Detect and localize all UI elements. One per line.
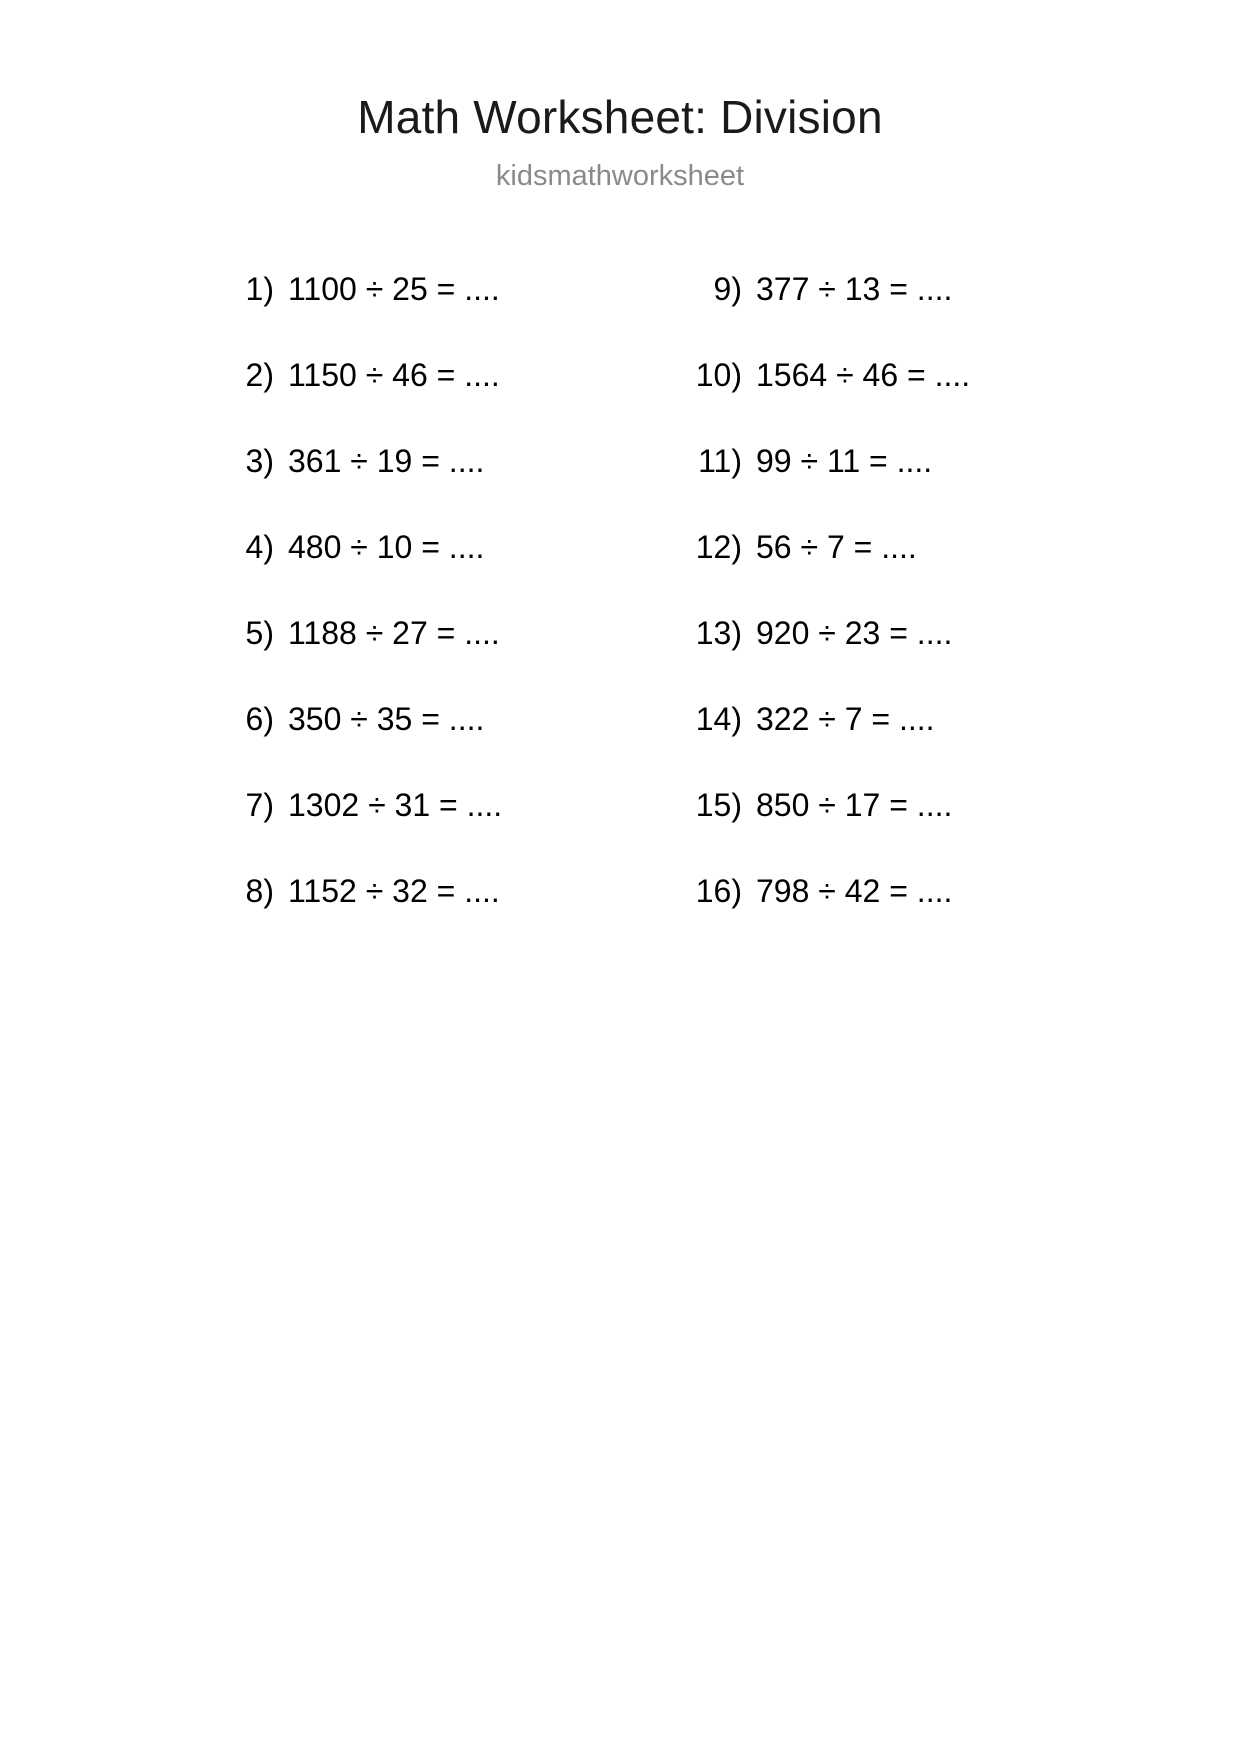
problem-number: 8) <box>245 873 274 909</box>
problem-expression: 1564 ÷ 46 = .... <box>756 357 971 393</box>
problem-number: 10) <box>695 357 742 393</box>
problem-expression: 99 ÷ 11 = .... <box>756 443 933 479</box>
problem-number: 11) <box>698 443 742 479</box>
problem-column-right <box>620 273 1050 961</box>
problem-expression: 1100 ÷ 25 = .... <box>288 271 500 307</box>
problem-item <box>686 445 1050 531</box>
problem-expression: 361 ÷ 19 = .... <box>288 443 485 479</box>
problem-item <box>218 445 620 531</box>
problem-item <box>686 359 1050 445</box>
problem-expression: 1188 ÷ 27 = .... <box>288 615 500 651</box>
problem-number: 15) <box>695 787 742 823</box>
problem-item <box>218 789 620 875</box>
page-subtitle: kidsmathworksheet <box>495 160 745 192</box>
problem-number: 6) <box>245 701 274 737</box>
problem-number: 9) <box>713 271 742 307</box>
problem-expression: 798 ÷ 42 = .... <box>756 873 953 909</box>
problem-number: 14) <box>695 701 742 737</box>
problem-item <box>686 703 1050 789</box>
problem-expression: 1150 ÷ 46 = .... <box>288 357 500 393</box>
problem-item <box>218 617 620 703</box>
problem-expression: 350 ÷ 35 = .... <box>288 701 485 737</box>
problem-number: 13) <box>695 615 742 651</box>
problem-item <box>218 703 620 789</box>
problem-number: 1) <box>245 271 274 307</box>
problem-expression: 480 ÷ 10 = .... <box>288 529 485 565</box>
problem-item <box>218 875 620 961</box>
problem-expression: 1302 ÷ 31 = .... <box>288 787 503 823</box>
problem-item <box>686 273 1050 359</box>
problem-number: 12) <box>695 529 742 565</box>
problem-list <box>190 193 1050 961</box>
problem-number: 4) <box>245 529 274 565</box>
problem-item <box>218 531 620 617</box>
problem-expression: 1152 ÷ 32 = .... <box>288 873 500 909</box>
problem-expression: 322 ÷ 7 = .... <box>756 701 935 737</box>
problem-expression: 377 ÷ 13 = .... <box>756 271 953 307</box>
problem-item <box>686 617 1050 703</box>
problem-number: 5) <box>245 615 274 651</box>
problem-item <box>218 273 620 359</box>
problem-item <box>686 531 1050 617</box>
problem-number: 3) <box>245 443 274 479</box>
problem-item <box>686 789 1050 875</box>
problem-item <box>686 875 1050 961</box>
problem-expression: 56 ÷ 7 = .... <box>756 529 917 565</box>
problem-item <box>218 359 620 445</box>
problem-number: 2) <box>245 357 274 393</box>
problem-expression: 920 ÷ 23 = .... <box>756 615 953 651</box>
problem-column-left <box>190 273 620 961</box>
problem-number: 7) <box>245 787 274 823</box>
page-title: Math Worksheet: Division <box>357 91 883 143</box>
problem-number: 16) <box>695 873 742 909</box>
problem-expression: 850 ÷ 17 = .... <box>756 787 953 823</box>
